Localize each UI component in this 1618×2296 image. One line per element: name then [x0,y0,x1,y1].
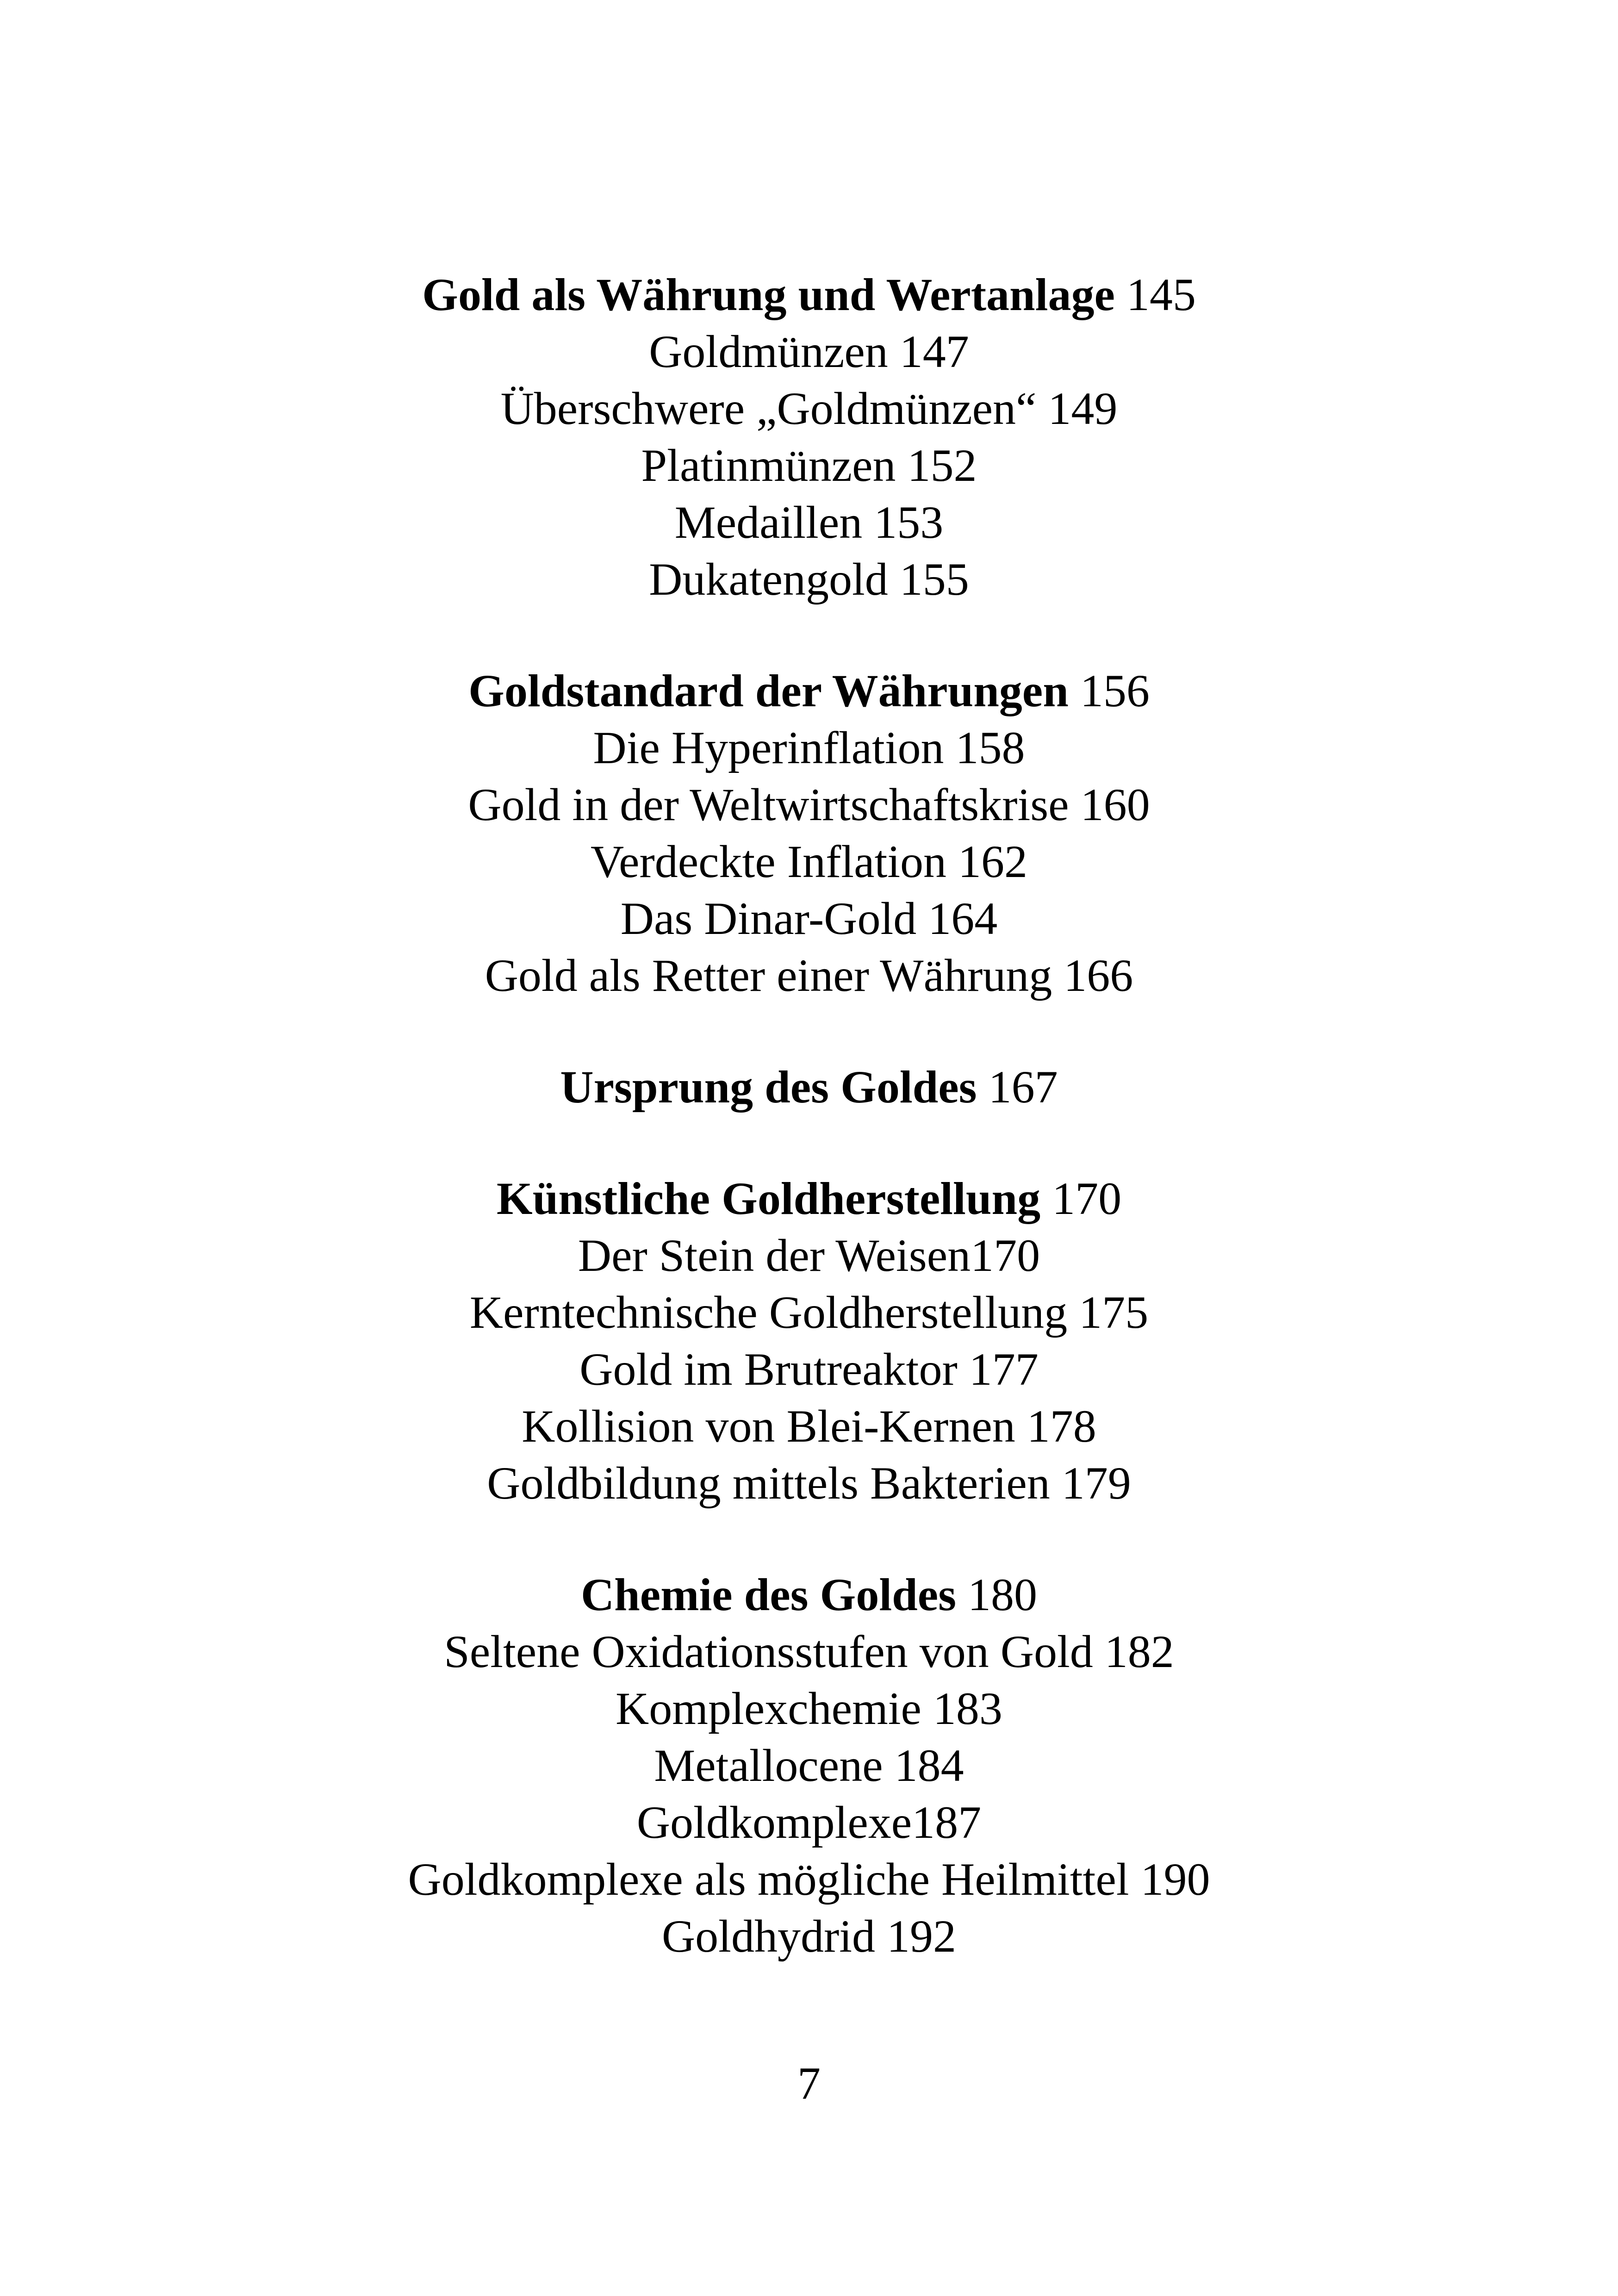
toc-entry: Seltene Oxidationsstufen von Gold 182 [444,1626,1174,1677]
section-heading-title: Gold als Währung und Wertanlage [422,269,1115,320]
toc-entry: Goldbildung mittels Bakterien 179 [487,1457,1131,1509]
toc-entry: Kerntechnische Goldherstellung 175 [469,1287,1149,1338]
section-heading-page: 156 [1080,665,1150,716]
section-heading [0,1170,1618,1227]
toc-entry: Verdeckte Inflation 162 [590,836,1028,887]
toc-section-ursprung [0,1058,1618,1115]
section-heading-title: Künstliche Goldherstellung [496,1173,1041,1224]
toc-entry: Goldhydrid 192 [661,1910,957,1962]
toc-entry: Metallocene 184 [654,1740,964,1791]
toc-entry: Medaillen 153 [674,497,944,548]
section-heading-page: 170 [1052,1173,1122,1224]
toc-section-gold-als-waehrung [0,266,1618,608]
toc-entry: Platinmünzen 152 [641,440,977,491]
section-heading-title: Ursprung des Goldes [560,1061,977,1113]
toc-entry: Kollision von Blei-Kernen 178 [522,1400,1096,1452]
section-heading [0,1058,1618,1115]
section-heading [0,1566,1618,1623]
section-heading-title: Chemie des Goldes [580,1569,957,1620]
toc-entry: Die Hyperinflation 158 [593,722,1025,773]
toc-entry: Komplexchemie 183 [616,1683,1002,1734]
toc-entry: Goldkomplexe als mögliche Heilmittel 190 [408,1854,1210,1905]
section-heading-page: 167 [988,1061,1058,1113]
page-number: 7 [797,2058,821,2109]
toc-entry: Überschwere „Goldmünzen“ 149 [500,383,1118,434]
toc-section-kuenstliche-goldherstellung [0,1170,1618,1512]
toc-entry: Gold als Retter einer Währung 166 [485,950,1133,1001]
section-heading [0,266,1618,323]
toc-entry: Der Stein der Weisen170 [578,1230,1040,1281]
table-of-contents [0,266,1618,1965]
toc-entry: Goldkomplexe187 [636,1797,982,1848]
section-heading [0,662,1618,719]
toc-entry: Gold in der Weltwirtschaftskrise 160 [468,779,1150,830]
toc-entry: Goldmünzen 147 [649,326,969,377]
toc-entry: Gold im Brutreaktor 177 [579,1344,1039,1395]
toc-section-goldstandard [0,662,1618,1004]
toc-section-chemie [0,1566,1618,1965]
toc-entry: Das Dinar-Gold 164 [620,893,998,944]
section-heading-page: 180 [968,1569,1038,1620]
toc-entry: Dukatengold 155 [649,554,969,605]
section-heading-title: Goldstandard der Währungen [468,665,1069,716]
section-heading-page: 145 [1126,269,1196,320]
